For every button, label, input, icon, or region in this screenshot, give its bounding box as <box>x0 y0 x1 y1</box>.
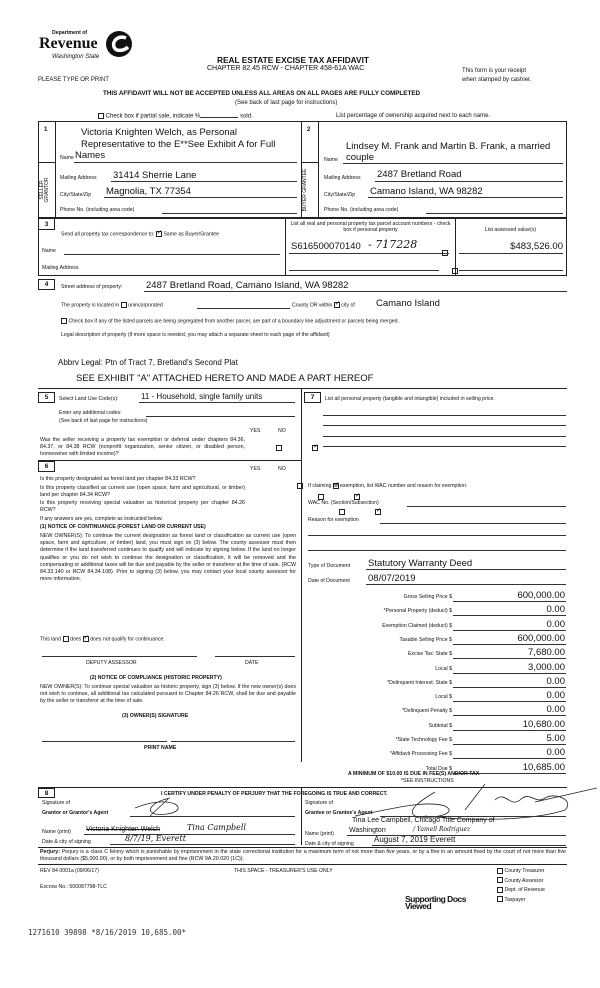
owner-signature-title: (3) OWNER(S) SIGNATURE <box>122 713 189 719</box>
grantee-name-line-1[interactable]: Tina Lee Campbell, Chicago Title Company of <box>352 817 495 824</box>
buyer-phone-label: Phone No. (including area code) <box>324 207 399 213</box>
historic-question: Is this property receiving special valuation as historical property per chapter 84.26 RCW? <box>40 500 245 514</box>
underline <box>343 163 563 164</box>
section-3-number: 3 <box>38 218 55 230</box>
city-of-label: city of <box>341 302 355 309</box>
if-yes-note: If any answers are yes, complete as instructed below. <box>40 516 163 522</box>
divider <box>38 864 567 865</box>
segregated-checkbox[interactable] <box>61 318 67 324</box>
doc-type-label: Type of Document <box>308 563 351 569</box>
underline <box>104 197 297 198</box>
seller-name-line-3[interactable]: Names <box>75 150 106 161</box>
fee-value[interactable]: 0.00 <box>546 704 565 716</box>
street-address-field[interactable]: 2487 Bretland Road, Camano Island, WA 98282 <box>146 280 349 291</box>
copy-checkbox[interactable] <box>497 896 503 902</box>
reason-field-3[interactable] <box>308 550 566 551</box>
county-field[interactable] <box>197 308 290 309</box>
see-exhibit: SEE EXHIBIT "A" ATTACHED HERETO AND MADE A PART HEREOF <box>76 373 374 384</box>
divider <box>301 388 302 762</box>
underline <box>459 270 563 271</box>
notice-continuance-text: NEW OWNER(S): To continue the current designation as forest land or classification as current use (open space, farm and agriculture, or timber) land, you must sign on (3) below. The county assessor must then determine if the land transferred continues to qualify and will indicate by signing below. If the land no longer qualifies or you do not wish to continue the designation or classification, it will be removed and the compensating or additional taxes will be due and payable by the seller or transferor at the time of sale. (RCW 84.33.140 or RCW 84.34.108). Prior to signing (3) below, you may contact your local county assessor for more information. <box>40 533 296 583</box>
seller-side-label: SELLER GRANTOR <box>39 177 50 203</box>
additional-codes-label: Enter any additional codes: <box>59 410 122 416</box>
print-name-label: PRINT NAME <box>144 745 177 751</box>
logo-revenue: Revenue <box>39 35 98 52</box>
underline <box>453 658 566 659</box>
underline <box>453 673 566 674</box>
divider <box>38 847 567 848</box>
fee-label: *Delinquent Penalty $ <box>402 708 452 715</box>
partial-sale <box>98 113 253 120</box>
underline <box>139 402 295 403</box>
copy-county-treasurer <box>497 867 545 877</box>
fee-label: Exemption Claimed (deduct) $ <box>382 622 452 629</box>
copy-checkbox[interactable] <box>497 877 503 883</box>
county-or-label: County OR within <box>292 302 333 309</box>
underline <box>372 845 566 846</box>
form-title: REAL ESTATE EXCISE TAX AFFIDAVIT <box>217 55 369 65</box>
assessed-header: List assessed value(s) <box>484 227 537 233</box>
copy-taxpayer <box>497 896 545 906</box>
assessed-value[interactable]: $483,526.00 <box>510 241 563 252</box>
underline <box>84 834 295 835</box>
sold-label: sold. <box>240 113 253 120</box>
buyer-mailing-field[interactable]: 2487 Bretland Road <box>377 169 462 180</box>
parcel-handwritten: - 717228 <box>368 238 418 251</box>
personal-property-line[interactable] <box>323 415 566 416</box>
section-4-number: 4 <box>38 279 55 290</box>
q-forest-yes-checkbox[interactable] <box>297 483 303 489</box>
fee-value[interactable]: 3,000.00 <box>528 661 565 673</box>
fee-label: *Affidavit Processing Fee $ <box>389 751 452 758</box>
buyer-city-label: City/State/Zip <box>324 192 356 198</box>
section-8-number: 8 <box>38 788 55 798</box>
perjury-note <box>40 849 566 862</box>
seller-mailing-label: Mailing Address <box>60 175 97 181</box>
underline <box>74 162 297 163</box>
fee-value[interactable]: 600,000.00 <box>517 632 565 644</box>
city-checkbox[interactable] <box>334 302 340 308</box>
dor-swirl-icon <box>104 29 136 59</box>
logo-state: Washington State <box>52 54 100 60</box>
fee-label: Taxable Selling Price $ <box>399 636 452 643</box>
fee-label: Local $ <box>435 665 452 672</box>
does-not-checkbox[interactable] <box>83 636 89 642</box>
grantee-agent-label: Grantee or Grantee's Agent <box>305 810 373 816</box>
notice-continuance-title: (1) NOTICE OF CONTINUANCE (FOREST LAND OR CURRENT USE) <box>40 524 206 530</box>
partial-sale-checkbox[interactable] <box>98 113 104 119</box>
exemption-question: Was the seller receiving a property tax exemption or deferral under chapters 84.36, 84.37, or 84.38 RCW (nonprofit organization, senior citizen, or disabled person, homeowner with limited income)? <box>40 437 245 458</box>
seller-name-line-1: Victoria Knighten Welch, as Personal <box>81 127 237 138</box>
seller-phone-field[interactable] <box>162 213 297 214</box>
certify-statement: I CERTIFY UNDER PENALTY OF PERJURY THAT THE FOREGOING IS TRUE AND CORRECT. <box>161 791 388 797</box>
grantor-signature-line[interactable] <box>130 816 295 817</box>
buyer-name-line-1: Lindsey M. Frank and Martin B. Frank, a married <box>346 141 551 152</box>
q-current-use-yes-checkbox[interactable] <box>318 494 324 500</box>
fee-value[interactable]: 10,685.00 <box>522 761 565 773</box>
underline <box>366 584 566 585</box>
send-correspondence <box>61 231 219 237</box>
copy-dept-revenue <box>497 886 545 896</box>
q-historic-no-checkbox[interactable] <box>375 509 381 515</box>
grantee-sig-of: Signature of <box>305 800 333 806</box>
copy-checkbox[interactable] <box>497 887 503 893</box>
supporting-docs-stamp: Supporting Docs Viewed <box>405 894 466 911</box>
segregated <box>61 318 399 324</box>
fee-label: *Personal Property (deduct) $ <box>383 608 452 615</box>
q-exemption-yes-checkbox[interactable] <box>276 445 282 451</box>
underline <box>375 181 563 182</box>
personal-property-label: List all personal property (tangible and intangible) included in selling price. <box>325 396 495 402</box>
partial-pct-field[interactable] <box>200 117 238 118</box>
unincorporated-label: unincorporated <box>128 302 163 309</box>
q-current-use-no-checkbox[interactable] <box>354 494 360 500</box>
s3-name-field[interactable] <box>64 254 280 255</box>
same-as-label: Same as Buyer/Grantee <box>163 231 219 238</box>
copy-label: Dept. of Revenue <box>504 887 545 893</box>
fee-value[interactable]: 600,000.00 <box>517 590 565 601</box>
divider <box>301 162 318 163</box>
send-label: Send all property tax correspondence to: <box>61 231 155 238</box>
yes-header: YES <box>250 428 261 434</box>
does-checkbox[interactable] <box>63 636 69 642</box>
date-label: DATE <box>245 660 259 666</box>
divider <box>285 218 286 276</box>
land-use-label: Select Land Use Code(s): <box>59 396 119 402</box>
additional-codes-field[interactable] <box>146 416 295 417</box>
fee-label: Total Due $ <box>425 765 452 772</box>
fee-label: Subtotal $ <box>428 722 452 729</box>
wac-field[interactable] <box>407 506 566 507</box>
underline <box>368 197 563 198</box>
fee-value[interactable]: 5.00 <box>546 733 565 744</box>
logo-dept: Department of <box>52 30 88 36</box>
partial-sale-label: Check box if partial sale, indicate % <box>105 113 201 120</box>
fee-value[interactable]: 10,680.00 <box>522 718 565 730</box>
receipt-stamp: 1271610 39898 *8/16/2019 10,685.00* <box>28 928 187 937</box>
doc-type-field[interactable]: Statutory Warranty Deed <box>368 558 473 569</box>
deputy-signature-line[interactable] <box>42 656 197 657</box>
seller-mailing-field[interactable]: 31414 Sherrie Lane <box>113 170 197 181</box>
unincorporated-checkbox[interactable] <box>121 302 127 308</box>
grantor-date-handwritten[interactable]: 8/7/19, Everett <box>125 834 186 843</box>
fee-value[interactable]: 7,680.00 <box>528 647 565 659</box>
list-percentage-note: List percentage of ownership acquired next to each name. <box>336 113 491 119</box>
seller-city-field[interactable]: Magnolia, TX 77354 <box>106 186 191 197</box>
personal-property-line[interactable] <box>323 425 566 426</box>
perjury-label: Perjury: <box>40 849 61 855</box>
street-label: Street address of property: <box>61 284 123 290</box>
fee-label: Local $ <box>435 694 452 701</box>
underline <box>144 291 567 292</box>
owner-print-line[interactable] <box>171 741 295 742</box>
same-as-buyer-checkbox[interactable] <box>156 231 162 237</box>
fee-label: Excise Tax: State $ <box>407 651 452 658</box>
reason-label: Reason for exemption <box>308 517 359 523</box>
fee-value[interactable]: 0.00 <box>546 747 565 759</box>
reason-field-2[interactable] <box>308 535 566 536</box>
county-or <box>292 302 355 308</box>
underline <box>289 270 439 271</box>
parcel-number[interactable]: S616500070140 <box>291 241 361 252</box>
underline <box>453 730 566 731</box>
grantor-sig-of: Signature of <box>42 800 70 806</box>
underline <box>366 569 566 570</box>
abbrv-legal: Abbrv Legal: Ptn of Tract 7, Bretland's Second Plat <box>58 358 238 367</box>
underline <box>453 601 566 602</box>
grantee-name-line-2[interactable]: Washington <box>349 827 386 834</box>
section-7-number: 7 <box>304 392 321 403</box>
see-back-5: (See back of last page for instructions) <box>59 418 148 424</box>
notice-compliance-title: (2) NOTICE OF COMPLIANCE (HISTORIC PROPERTY) <box>90 675 222 681</box>
wac-label: WAC No. (Section/Subsection) <box>308 500 379 506</box>
does-label: does <box>69 636 82 643</box>
seller-name-line-2: Representative to the E**See Exhibit A for Full <box>81 139 276 150</box>
minimum-due-note: A MINIMUM OF $10.00 IS DUE IN FEE(S) AND/OR TAX <box>348 771 480 777</box>
underline <box>459 253 563 254</box>
fee-label: *State Technology Fee $ <box>395 737 452 743</box>
buyer-city-field[interactable]: Camano Island, WA 98282 <box>370 186 483 197</box>
grantor-date-label: Date & city of signing <box>42 839 91 845</box>
warning-notice: THIS AFFIDAVIT WILL NOT BE ACCEPTED UNLESS ALL AREAS ON ALL PAGES ARE FULLY COMPLETED <box>103 90 421 97</box>
legal-label: Legal description of property (if more space is needed, you may attach a separate sheet to each page of the affidavit) <box>61 332 330 338</box>
copy-label: County Treasurer <box>504 868 545 874</box>
located-in <box>61 302 163 308</box>
forest-question: Is this property designated as forest land per chapter 84.33 RCW? <box>40 476 196 482</box>
perjury-text: Perjury is a class C felony which is punishable by imprisonment in the state correctional institution for a maximum term of not more than five years, or by a fine in an amount fixed by the court of not more than five thousand dollars ($5,000.00), or by both imprisonment and fine (RCW 9A.20.020 (1C)). <box>40 849 566 862</box>
divider <box>55 121 56 218</box>
reason-field[interactable] <box>380 523 566 524</box>
section-6-number: 6 <box>38 461 55 472</box>
q-exemption-no-checkbox[interactable] <box>312 445 318 451</box>
deputy-label: DEPUTY ASSESSOR <box>86 660 137 666</box>
personal-property-checkbox[interactable] <box>452 268 458 274</box>
see-back-note: (See back of last page for instructions) <box>235 100 338 106</box>
owner-signature-line[interactable] <box>42 741 167 742</box>
seller-city-label: City/State/Zip <box>60 192 92 198</box>
escrow-number: Escrow No.: 500087798-TLC <box>40 884 107 890</box>
form-subtitle: CHAPTER 82.45 RCW - CHAPTER 458-61A WAC <box>207 65 365 72</box>
copy-county-assessor <box>497 877 545 887</box>
land-use-field[interactable]: 11 - Household, single family units <box>141 392 263 401</box>
grantee-name-label: Name (print) <box>305 831 334 837</box>
buyer-mailing-label: Mailing Address <box>324 175 361 181</box>
fee-value[interactable]: 0.00 <box>546 618 565 630</box>
fee-label: *Delinquent Interest: State $ <box>387 679 452 686</box>
buyer-side-label: BUYER GRANTEE <box>302 168 308 212</box>
copy-label: Taxpayer <box>504 896 526 903</box>
doc-date-label: Date of Document <box>308 578 350 584</box>
underline <box>453 701 566 702</box>
personal-property-line[interactable] <box>323 446 566 447</box>
section-5-number: 5 <box>38 392 55 403</box>
underline <box>289 253 449 254</box>
fee-value[interactable]: 0.00 <box>546 690 565 702</box>
receipt-note-1: This form is your receipt <box>462 68 527 74</box>
segregated-label: Check box if any of the listed parcels are being segregated from another parcel, are part of a boundary line adjustment or parcels being merged. <box>68 318 399 325</box>
grantee-date-field[interactable]: August 7, 2019 Everett <box>374 835 456 844</box>
underline <box>453 615 566 616</box>
doc-date-field[interactable]: 08/07/2019 <box>368 573 416 584</box>
grantee-name-handwritten: / Yamell Rodriguez <box>413 826 471 833</box>
q-historic-yes-checkbox[interactable] <box>339 509 345 515</box>
parcel-header: List all real and personal property tax parcel account numbers - check box if personal property <box>290 221 451 233</box>
copy-label: County Assessor <box>504 877 544 884</box>
fee-value[interactable]: 0.00 <box>546 675 565 687</box>
fee-label: Gross Selling Price $ <box>403 594 452 600</box>
current-use-question: Is this property classified as current use (open space, farm and agricultural, or timber) land per chapter 84.34 RCW? <box>40 485 245 499</box>
underline <box>110 844 295 845</box>
buyer-phone-field[interactable] <box>426 213 563 214</box>
located-label: The property is located in <box>61 302 120 309</box>
section-1-number: 1 <box>44 127 48 133</box>
grantor-name-handwritten: Tina Campbell <box>187 823 246 832</box>
yes-header-6: YES <box>250 466 261 472</box>
city-field[interactable]: Camano Island <box>376 298 440 309</box>
please-type: PLEASE TYPE OR PRINT <box>38 77 109 83</box>
divider <box>318 121 319 218</box>
s3-mailing-label: Mailing Address <box>42 265 79 271</box>
fee-value[interactable]: 0.00 <box>546 604 565 616</box>
grantor-name-field[interactable]: Victoria Knighten Welch <box>86 826 161 833</box>
divider <box>38 388 567 389</box>
underline <box>453 715 566 716</box>
underline <box>453 744 566 745</box>
underline <box>453 630 566 631</box>
underline <box>453 644 566 645</box>
notice-compliance-text: NEW OWNER(S): To continue special valuation as historic property, sign (3) below. If the new owner(s) does not wish to continue, all additional tax calculated pursuant to Chapter 84.26 RCW, shall be due and payable by the seller or transferor at the time of sale. <box>40 684 296 705</box>
receipt-note-2: when stamped by cashier. <box>462 77 532 83</box>
no-header-6: NO <box>278 466 286 472</box>
section-2-number: 2 <box>307 127 311 133</box>
copy-distribution <box>497 867 545 905</box>
underline <box>111 181 297 182</box>
seller-name-label: Name <box>60 155 74 161</box>
buyer-name-label: Name <box>324 157 338 163</box>
see-instructions: *SEE INSTRUCTIONS <box>401 778 454 784</box>
divider <box>38 460 301 461</box>
underline <box>453 687 566 688</box>
deputy-date-line[interactable] <box>215 656 295 657</box>
copy-checkbox[interactable] <box>497 868 503 874</box>
grantor-agent-label: Grantor or Grantor's Agent <box>42 810 109 816</box>
divider <box>38 162 55 163</box>
this-land-label: This land <box>40 636 62 643</box>
grantee-date-label: Date & city of signing <box>305 841 354 847</box>
form-revision: REV 84 0001a (09/06/17) <box>40 868 99 874</box>
seller-phone-label: Phone No. (including area code) <box>60 207 135 213</box>
buyer-name-line-2[interactable]: couple <box>346 152 374 163</box>
this-land <box>40 636 165 642</box>
no-header: NO <box>278 428 286 434</box>
personal-property-line[interactable] <box>323 436 566 437</box>
exemption-claim-label: If claiming an exemption, list WAC number and reason for exemption: <box>308 483 468 489</box>
underline <box>453 758 566 759</box>
grantor-name-label: Name (print) <box>42 829 71 835</box>
treasurer-use: THIS SPACE - TREASURER'S USE ONLY <box>234 868 333 874</box>
does-not-label: does not qualify for continuance. <box>90 636 165 643</box>
s3-name-label: Name <box>42 248 56 254</box>
